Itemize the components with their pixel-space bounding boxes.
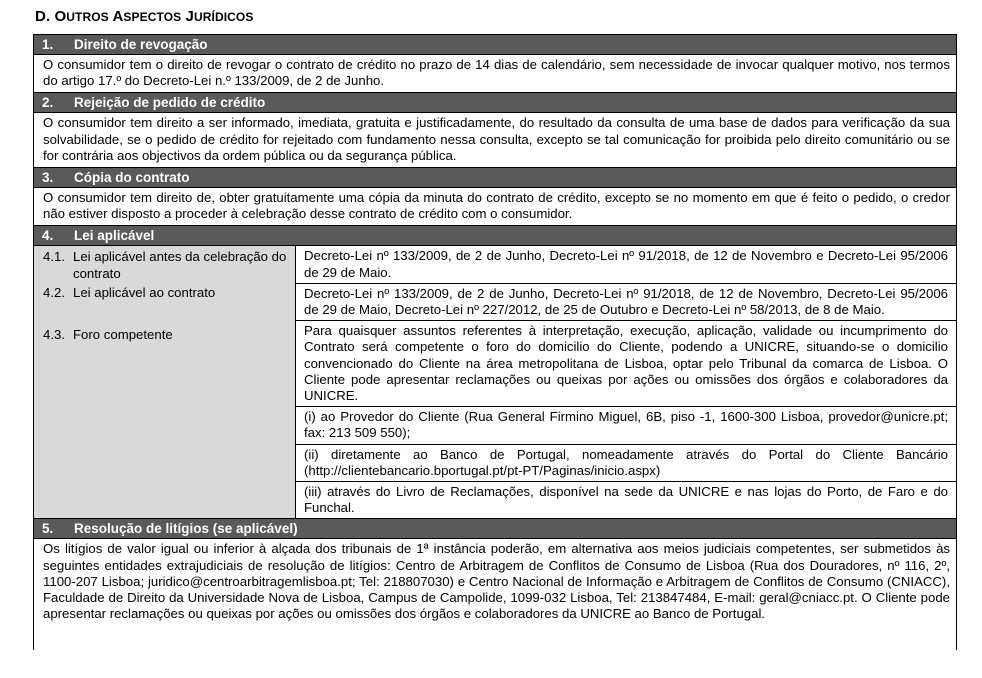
section-header-applicable-law: 4. Lei aplicável [34, 225, 956, 246]
section-letter: D. [35, 8, 51, 25]
title-word-3: JURÍDICOS [185, 8, 254, 25]
legal-aspects-table [33, 34, 957, 650]
credit-rejection-text: O consumidor tem direito a ser informado, imediata, gratuita e justificadamente, do resultado da consulta de uma base de dados para verificação da sua solvabilidade, se o pedido de crédito for rejeitado com fundamento nessa consulta, excepto se tal comunicação for proibida pelo direito comunitário ou se for contrária aos objectivos da ordem pública ou da segurança pública. [43, 115, 950, 163]
law-label-row: 4.1. Lei aplicável antes da celebração do contrato [43, 249, 287, 281]
applicable-law-grid [34, 246, 956, 519]
complaint-channel: (ii) diretamente ao Banco de Portugal, nomeadamente através do Portal do Cliente Bancário (http://clientebancario.bportugal.pt/pt-PT/Paginas/inicio.aspx) [296, 445, 956, 482]
law-label-row: 4.3. Foro competente [43, 327, 173, 343]
dispute-resolution-text: Os litígios de valor igual ou inferior à alçada dos tribunais de 1ª instância poderão, em alternativa aos meios judiciais competentes, ser submetidos às seguintes entidades extrajudiciais de resolução de litígios: Centro de Arbitragem de Conflitos de Consumo de Lisboa (Rua dos Douradores, nº 116, 2º, 1100-207 Lisboa; juridico@centroarbitragemlisboa.pt; Tel: 218807030) e Centro Nacional de Informação e Arbitragem de Conflitos de Consumo (CNIACC), Faculdade de Direito da Universidade Nova de Lisboa, Campus de Campolide, 1099-032 Lisboa, Tel: 213847484, E-mail: geral@cniacc.pt. O Cliente pode apresentar reclamações ou queixas por ações ou omissões dos órgãos e colaboradores da UNICRE ao Banco de Portugal. [43, 541, 950, 622]
revocation-text: O consumidor tem o direito de revogar o contrato de crédito no prazo de 14 dias de calendário, sem necessidade de invocar qualquer motivo, nos termos do artigo 17.º do Decreto-Lei n.º 133/2009, de 2 de Junho. [43, 57, 950, 89]
title-word-2: ASPECTOS [112, 8, 182, 25]
jurisdiction-value: Para quaisquer assuntos referentes à interpretação, execução, aplicação, validade ou incumprimento do Contrato será competente o foro do domicilio do Cliente, podendo a UNICRE, situando-se o domicilio convencionado do Cliente na área metropolitana de Lisboa, optar pelo Tribunal da comarca de Lisboa. O Cliente pode apresentar reclamações ou queixas por ações ou omissões dos órgãos e colaboradores da UNICRE. [296, 321, 956, 407]
title-word-1: OUTROS [54, 8, 109, 25]
applicable-law-values [296, 246, 956, 518]
section-header-credit-rejection: 2. Rejeição de pedido de crédito [34, 92, 956, 113]
section-title [35, 8, 253, 25]
contract-copy-text: O consumidor tem direito de, obter gratuitamente uma cópia da minuta do contrato de crédito, excepto se no momento em que é feito o pedido, o credor não estiver disposto a proceder à celebração desse contrato de crédito com o consumidor. [43, 190, 950, 222]
complaint-channel: (iii) através do Livro de Reclamações, disponível na sede da UNICRE e nas lojas do Porto, de Faro e do Funchal. [304, 484, 948, 516]
complaint-channel: (i) ao Provedor do Cliente (Rua General Firmino Miguel, 6B, piso -1, 1600-300 Lisboa, provedor@unicre.pt; fax: 213 509 550); [296, 407, 956, 444]
law-before-contract-value: Decreto-Lei nº 133/2009, de 2 de Junho, Decreto-Lei nº 91/2018, de 12 de Novembro e Decreto-Lei 95/2006 de 29 de Maio. [296, 246, 956, 283]
applicable-law-labels [34, 246, 296, 518]
law-contract-value: Decreto-Lei nº 133/2009, de 2 de Junho, Decreto-Lei nº 91/2018, de 12 de Novembro, Decreto-Lei 95/2006 de 29 de Maio, Decreto-Lei nº 227/2012, de 25 de Outubro e Decreto-Lei nº 58/2013, de 8 de Maio. [296, 284, 956, 321]
law-label-row: 4.2. Lei aplicável ao contrato [43, 285, 216, 301]
section-header-revocation: 1. Direito de revogação [34, 34, 956, 55]
section-header-contract-copy: 3. Cópia do contrato [34, 167, 956, 188]
section-header-dispute-resolution: 5. Resolução de litígios (se aplicável) [34, 519, 956, 539]
